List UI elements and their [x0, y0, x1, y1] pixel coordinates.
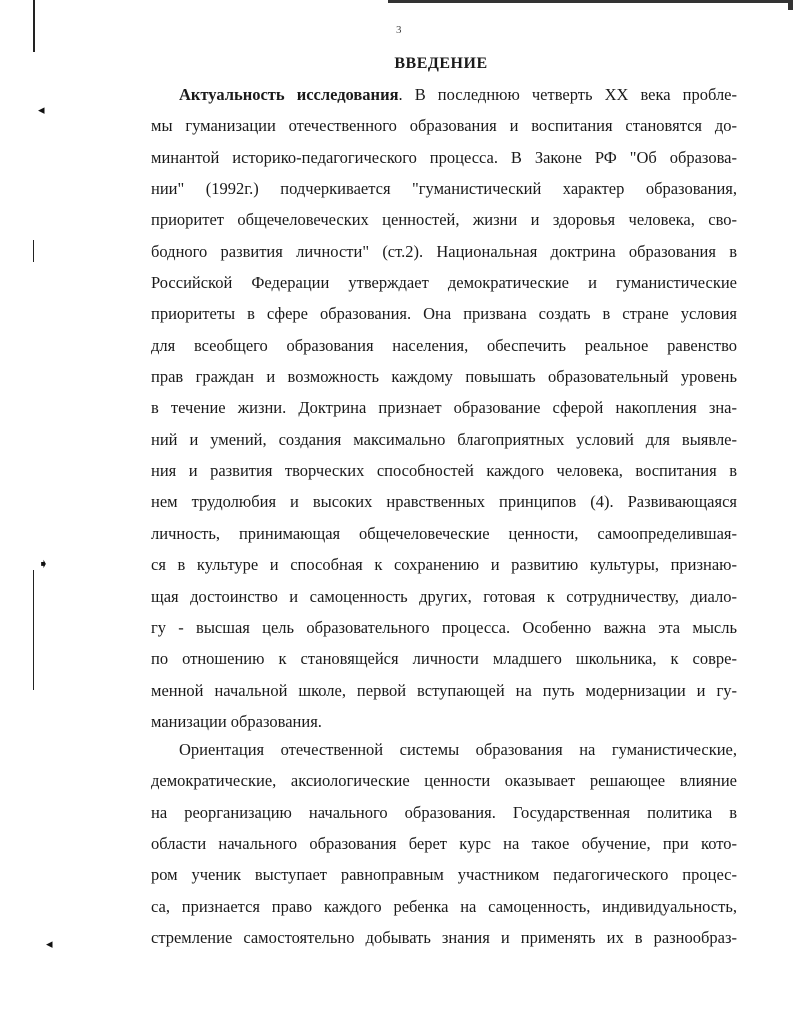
text-line: Ориентация отечественной системы образования на гуманистические,	[179, 740, 737, 759]
scan-corner-mark	[788, 0, 793, 10]
scan-edge-line-low	[33, 570, 34, 690]
margin-arrow-icon: ◂	[46, 937, 53, 952]
text-line: менной начальной школе, первой вступающей на путь модернизации и гу-	[151, 680, 737, 700]
text-line: для всеобщего образования населения, обеспечить реальное равенство	[151, 335, 737, 355]
text-line: щая достоинство и самоценность других, готовая к сотрудничеству, диало-	[151, 586, 737, 606]
text-line: бодного развития личности" (ст.2). Национальная доктрина образования в	[151, 241, 737, 261]
text-line	[151, 79, 737, 110]
text-line: области начального образования берет курс на такое обучение, при кото-	[151, 834, 737, 854]
lead-phrase: Актуальность исследования	[179, 85, 399, 104]
text-line: са, признается право каждого ребенка на самоценность, индивидуальность,	[151, 896, 737, 916]
text-line: приоритеты в сфере образования. Она призвана создать в стране условия	[151, 304, 737, 324]
text-line: мы гуманизации отечественного образования и воспитания становятся до-	[151, 116, 737, 136]
text-line: приоритет общечеловеческих ценностей, жизни и здоровья человека, сво-	[151, 210, 737, 230]
text-line: Российской Федерации утверждает демократические и гуманистические	[151, 273, 737, 293]
text-line: минантой историко-педагогического процесса. В Законе РФ "Об образова-	[151, 147, 737, 167]
paragraph-relevance	[151, 79, 737, 737]
text-line: на реорганизацию начального образования. Государственная политика в	[151, 802, 737, 822]
scan-top-border	[388, 0, 793, 3]
page-number: 3	[396, 24, 402, 36]
text-line: в течение жизни. Доктрина признает образование сферой накопления зна-	[151, 398, 737, 418]
margin-arrow-icon: ➧	[38, 557, 49, 572]
page-title: ВВЕДЕНИЕ	[394, 55, 488, 72]
text-line: ния и развития творческих способностей каждого человека, воспитания в	[151, 461, 737, 481]
scan-edge-line-mid	[33, 240, 34, 262]
text-line: демократические, аксиологические ценности оказывает решающее влияние	[151, 771, 737, 791]
text-line: нии" (1992г.) подчеркивается "гуманистический характер образования,	[151, 179, 737, 199]
text-line: ром ученик выступает равноправным участником педагогического процес-	[151, 865, 737, 885]
text-line: личность, принимающая общечеловеческие ценности, самоопределившая-	[151, 523, 737, 543]
text-line: гу - высшая цель образовательного процесса. Особенно важна эта мысль	[151, 617, 737, 637]
text-line: нем трудолюбия и высоких нравственных принципов (4). Развивающаяся	[151, 492, 737, 512]
text-line: стремление самостоятельно добывать знания и применять их в разнообраз-	[151, 928, 737, 948]
text-line: ся в культуре и способная к сохранению и развитию культуры, признаю-	[151, 555, 737, 575]
lead-line-rest: . В последнюю четверть XX века пробле-	[398, 85, 738, 104]
scan-edge-line-top	[33, 0, 35, 52]
text-line: прав граждан и возможность каждому повышать образовательный уровень	[151, 367, 737, 387]
paragraph-orientation	[151, 734, 737, 953]
text-line: манизации образования.	[151, 711, 322, 731]
margin-arrow-icon: ◂	[38, 103, 45, 118]
text-line: ний и умений, создания максимально благоприятных условий для выявле-	[151, 429, 737, 449]
text-line: по отношению к становящейся личности младшего школьника, к совре-	[151, 649, 737, 669]
